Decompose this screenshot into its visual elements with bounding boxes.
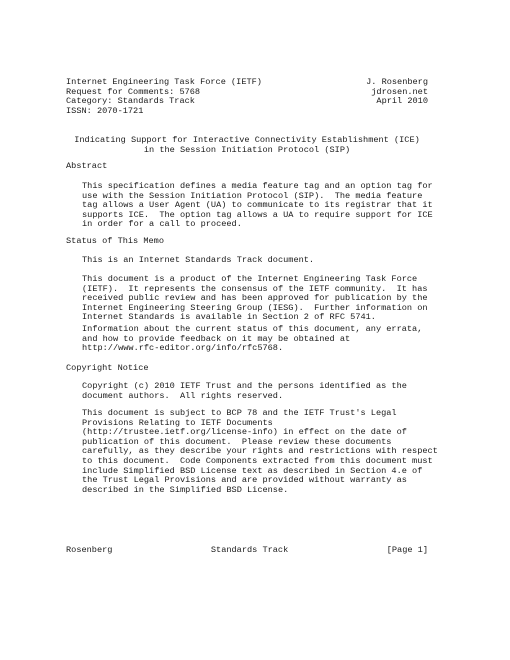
text-line: Internet Standards is available in Section 2 of RFC 5741.: [82, 312, 376, 323]
text-line: Internet Engineering Steering Group (IESG). Further information on: [82, 302, 428, 313]
footer-page-number: [Page 1]: [386, 545, 428, 555]
text-line: This document is a product of the Internet Engineering Task Force: [82, 274, 418, 284]
header-row: [66, 107, 428, 117]
text-line: This document is subject to BCP 78 and the IETF Trust's Legal: [82, 408, 397, 418]
text-line: This is an Internet Standards Track document.: [82, 255, 315, 265]
header-issn: ISSN: 2070-1721: [66, 105, 144, 116]
copyright-paragraph-2: [82, 408, 438, 495]
title-line: Indicating Support for Interactive Connectivity Establishment (ICE): [74, 135, 420, 145]
text-line: document authors. All rights reserved.: [82, 390, 284, 401]
header-affiliation: jdrosen.net: [371, 86, 428, 97]
text-line: publication of this document. Please review these documents: [82, 436, 392, 447]
text-line: supports ICE. The option tag allows a UA to require support for ICE: [82, 209, 433, 220]
abstract-heading: Abstract: [66, 161, 108, 171]
header-rfc-number: Request for Comments: 5768: [66, 86, 201, 97]
text-line: Provisions Relating to IETF Documents: [82, 417, 273, 428]
status-paragraph-1: [82, 256, 428, 266]
header-author: J. Rosenberg: [366, 77, 428, 87]
text-line: Copyright (c) 2010 IETF Trust and the persons identified as the: [82, 381, 407, 391]
text-line: tag allows a User Agent (UA) to communicate to its registrar that it: [82, 200, 433, 211]
text-line: and how to provide feedback on it may be obtained at: [82, 333, 351, 344]
text-line: (IETF). It represents the consensus of the IETF community. It has: [82, 283, 428, 294]
footer-author: Rosenberg: [66, 545, 113, 555]
page-footer: [66, 546, 428, 556]
title-line: in the Session Initiation Protocol (SIP): [143, 144, 351, 155]
document-title: [66, 136, 428, 155]
text-line: in order for a call to proceed.: [82, 219, 242, 230]
header-category: Category: Standards Track: [66, 96, 195, 107]
document-header: [66, 78, 428, 116]
abstract-paragraph: [82, 181, 433, 230]
text-line: described in the Simplified BSD License.: [82, 484, 289, 495]
text-line: include Simplified BSD License text as described in Section 4.e of: [82, 465, 423, 476]
status-heading: Status of This Memo: [66, 236, 164, 246]
text-line: use with the Session Initiation Protocol (SIP). The media feature: [82, 190, 423, 201]
text-line: This specification defines a media feature tag and an option tag for: [82, 181, 433, 191]
text-line: the Trust Legal Provisions and are provided without warranty as: [82, 475, 407, 486]
status-paragraph-3: [82, 325, 428, 354]
text-line: http://www.rfc-editor.org/info/rfc5768.: [82, 343, 284, 354]
text-line: carefully, as they describe your rights and restrictions with respect: [82, 446, 438, 457]
status-paragraph-2: [82, 275, 428, 323]
copyright-heading: Copyright Notice: [66, 363, 149, 373]
text-line: Information about the current status of this document, any errata,: [82, 324, 423, 334]
footer-category: Standards Track: [210, 545, 289, 555]
text-line: to this document. Code Components extracted from this document must: [82, 455, 433, 466]
text-line: received public review and has been approved for publication by the: [82, 293, 428, 304]
copyright-paragraph-1: [82, 382, 428, 401]
text-line: (http://trustee.ietf.org/license-info) in effect on the date of: [82, 427, 407, 438]
header-org: Internet Engineering Task Force (IETF): [66, 77, 262, 87]
header-date: April 2010: [376, 96, 428, 107]
